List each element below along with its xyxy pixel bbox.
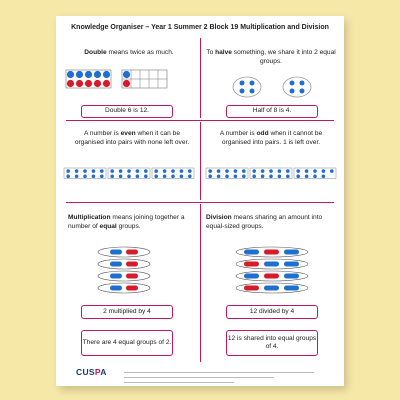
counter [126,274,138,279]
footer-line-1 [124,372,314,373]
counter [296,169,300,173]
division-groups [232,246,312,298]
counter [322,175,326,179]
counter [100,175,104,179]
counter [244,250,259,255]
counter [261,175,265,179]
counter [144,169,148,173]
odd-definition: A number is odd when it cannot be organised into pairs. 1 is left over. [219,130,323,146]
division-definition: Division means sharing an amount into equal-sized groups. [206,214,323,230]
counter [188,169,192,173]
ten-frames-even [64,166,196,182]
group-ring [98,271,150,281]
counter [76,80,83,87]
halve-answer-box: Half of 8 is 4. [226,105,318,118]
counter [252,169,256,173]
counter [144,175,148,179]
counter [136,169,140,173]
counter [154,169,158,173]
counter [264,250,279,255]
counter [136,175,140,179]
footer-line-2 [124,377,274,378]
counter [110,169,114,173]
counter [264,286,279,291]
counter [313,169,317,173]
counter [250,81,255,86]
counter [244,262,259,267]
counter [313,175,317,179]
counter [75,175,79,179]
counter [264,274,279,279]
counter [100,169,104,173]
counter [110,175,114,179]
counter [85,80,92,87]
counter [171,175,175,179]
counter [234,175,238,179]
division-answer-box: 12 divided by 4 [226,305,318,319]
counter [322,169,326,173]
counter [92,175,96,179]
counter [300,89,305,94]
group-ring [98,247,150,257]
counter [244,274,259,279]
ten-frames-double [66,68,196,100]
counter [67,80,74,87]
counter [284,286,299,291]
counter [66,169,70,173]
counter [127,175,131,179]
double-definition: Double means twice as much. [84,49,174,56]
counter [110,262,122,267]
cuspa-logo: CUSPA [76,367,107,377]
counter [217,175,221,179]
counter [286,169,290,173]
counter [244,286,259,291]
counter [242,175,246,179]
counter [83,169,87,173]
counter [126,250,138,255]
counter [83,175,87,179]
counter [188,175,192,179]
counter [225,175,229,179]
multiplication-answer-box: 2 multiplied by 4 [81,305,173,319]
counter [278,169,282,173]
counter [269,175,273,179]
counter [305,175,309,179]
counter [305,169,309,173]
counter [110,286,122,291]
counter [180,175,184,179]
counter [126,262,138,267]
divider-vertical-3 [200,204,201,362]
counter [242,169,246,173]
counter [284,250,299,255]
counter [296,175,300,179]
counter [234,169,238,173]
counter [103,80,110,87]
counter [290,81,295,86]
knowledge-organiser-sheet [56,16,344,386]
divider-vertical-2 [200,122,201,200]
counter [250,89,255,94]
counter [76,71,83,78]
page-title: Knowledge Organiser – Year 1 Summer 2 Block 19 Multiplication and Division [71,24,329,31]
counter [240,81,245,86]
counter [240,89,245,94]
counter [163,175,167,179]
counter [330,169,334,173]
division-groups-box: 12 is shared into equal groups of 4. [226,330,318,356]
counter [119,175,123,179]
counter [208,169,212,173]
counter [225,169,229,173]
counter [171,169,175,173]
counter [284,262,299,267]
counter [85,71,92,78]
counter [264,262,279,267]
group-ring [98,259,150,269]
counter [208,175,212,179]
group-ring [98,283,150,293]
counter [75,169,79,173]
counter [252,175,256,179]
counter [110,250,122,255]
counter [278,175,282,179]
counter [94,71,101,78]
halve-groups [202,72,342,102]
counter [286,175,290,179]
multiplication-definition: Multiplication means joining together a number of equal groups. [68,214,185,230]
counter [67,71,74,78]
counter [290,89,295,94]
counter [66,175,70,179]
counter [269,169,273,173]
counter [94,80,101,87]
counter [180,169,184,173]
halve-definition: To halve something, we share it into 2 equal groups. [206,49,336,65]
halve-group-right [283,77,311,97]
counter [123,71,130,78]
multiplication-groups [94,246,154,298]
footer-line-3 [124,382,234,383]
counter [261,169,265,173]
divider-horizontal-1 [66,120,334,121]
counter [110,274,122,279]
counter [163,169,167,173]
ten-frames-odd [206,166,338,182]
counter [217,169,221,173]
multiplication-groups-box: There are 4 equal groups of 2. [81,330,173,356]
counter [103,71,110,78]
counter [127,169,131,173]
halve-group-left [233,77,261,97]
counter [154,175,158,179]
counter [300,81,305,86]
counter [284,274,299,279]
double-answer-box: Double 6 is 12. [81,105,173,118]
divider-horizontal-2 [66,202,334,203]
counter [92,169,96,173]
even-definition: A number is even when it can be organised into pairs with none left over. [74,130,190,146]
counter [123,80,130,87]
counter [126,286,138,291]
divider-vertical-1 [200,38,201,118]
counter [119,169,123,173]
